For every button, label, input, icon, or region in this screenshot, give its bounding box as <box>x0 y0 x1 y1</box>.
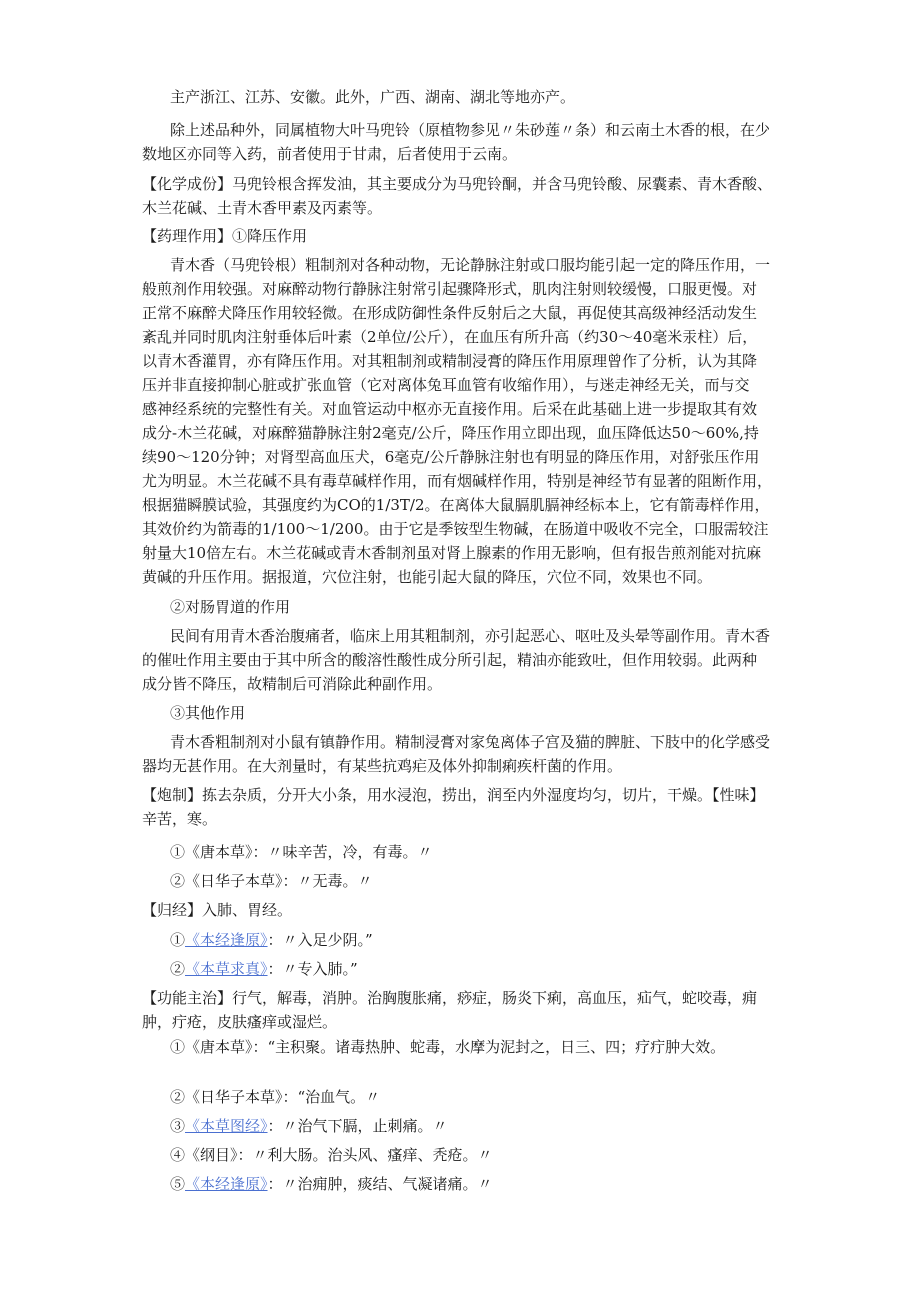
line-text: 般煎剂作用较强。对麻醉动物行静脉注射常引起骤降形式，肌肉注射则较缓慢，口服更慢。对 <box>142 280 758 298</box>
text-line <box>0 898 920 922</box>
line-text: 【功能主治】行气，解毒，消肿。治胸腹胀痛，痧症，肠炎下痢，高血压，疝气，蛇咬毒，痈 <box>142 989 758 1007</box>
line-text: 根据猫瞬膜试验，其强度约为CO的1/3T/2。在离体大鼠膈肌膈神经标本上，它有箭毒样作用， <box>142 496 770 514</box>
book-title-link[interactable]: 《本经逢原》 <box>185 931 268 949</box>
line-text: 射量大10倍左右。木兰花碱或青木香制剂虽对肾上腺素的作用无影响，但有报告煎剂能对抗麻 <box>142 544 762 562</box>
line-text: ②《日华子本草》：〃无毒。〃 <box>170 872 373 890</box>
text-line <box>0 118 920 142</box>
text-line <box>0 397 920 421</box>
text-line <box>0 869 920 893</box>
line-text: 【化学成份】马兜铃根含挥发油，其主要成分为马兜铃酮，并含马兜铃酸、尿囊素、青木香酸、 <box>142 175 773 193</box>
line-text: 尤为明显。木兰花碱不具有毒草碱样作用，而有烟碱样作用，特别是神经节有显著的阻断作用， <box>142 472 773 490</box>
text-line <box>0 541 920 565</box>
line-text: 紊乱并同时肌肉注射垂体后叶素（2单位/公斤），在血压有所升高（约30～40毫米汞柱）后， <box>142 328 758 346</box>
line-text: 正常不麻醉犬降压作用较轻微。在形成防御性条件反射后之大鼠，再促使其高级神经活动发生 <box>142 304 758 322</box>
line-text: ⑤ <box>170 1175 186 1193</box>
text-line <box>0 301 920 325</box>
text-line <box>0 253 920 277</box>
text-line <box>0 565 920 589</box>
text-line <box>0 807 920 831</box>
text-line <box>0 172 920 196</box>
line-text: ③ <box>170 1117 186 1135</box>
line-text: 压并非直接抑制心脏或扩张血管（它对离体兔耳血管有收缩作用），与迷走神经无关，而与交 <box>142 376 750 394</box>
text-line <box>0 517 920 541</box>
text-line <box>0 624 920 648</box>
text-line <box>0 469 920 493</box>
line-text: 【药理作用】①降压作用 <box>142 227 308 245</box>
text-line <box>0 85 920 109</box>
text-line <box>0 783 920 807</box>
line-text: 成分-木兰花碱，对麻醉猫静脉注射2毫克/公斤，降压作用立即出现，血压降低达50～60%,持 <box>142 424 759 442</box>
line-text: 感神经系统的完整性有关。对血管运动中枢亦无直接作用。后采在此基础上进一步提取其有效 <box>142 400 758 418</box>
text-line <box>0 1143 920 1167</box>
line-text: 青木香（马兜铃根）粗制剂对各种动物，无论静脉注射或口服均能引起一定的降压作用，一 <box>170 256 771 274</box>
line-text-continued: ：〃治痈肿，痰结、气凝诸痛。〃 <box>267 1175 493 1193</box>
text-line <box>0 224 920 248</box>
book-title-link[interactable]: 《本草图经》 <box>185 1117 268 1135</box>
line-text: ① <box>170 931 186 949</box>
text-line <box>0 1172 920 1196</box>
line-text: ①《唐本草》：“主积聚。诸毒热肿、蛇毒，水摩为泥封之，日三、四；疗疔肿大效。 <box>170 1038 726 1056</box>
line-text: 黄碱的升压作用。据报道，穴位注射，也能引起大鼠的降压，穴位不同，效果也不同。 <box>142 568 713 586</box>
line-text: 木兰花碱、土青木香甲素及丙素等。 <box>142 199 383 217</box>
line-text: 【归经】入肺、胃经。 <box>142 901 293 919</box>
line-text: 的催吐作用主要由于其中所含的酸溶性酸性成分所引起，精油亦能致吐，但作用较弱。此两种 <box>142 651 758 669</box>
text-line <box>0 445 920 469</box>
text-line <box>0 595 920 619</box>
text-line <box>0 701 920 725</box>
text-line <box>0 986 920 1010</box>
text-line <box>0 928 920 952</box>
line-text: 其效价约为箭毒的1/100～1/200。由于它是季铵型生物碱，在肠道中吸收不完全，口服需较注 <box>142 520 769 538</box>
text-line <box>0 196 920 220</box>
line-text-continued: ：〃治气下膈，止刺痛。〃 <box>267 1117 448 1135</box>
text-line <box>0 277 920 301</box>
text-line <box>0 648 920 672</box>
line-text: ②《日华子本草》：“治血气。〃 <box>170 1088 381 1106</box>
text-line <box>0 349 920 373</box>
line-text: 续90～120分钟；对肾型高血压犬，6毫克/公斤静脉注射也有明显的降压作用，对舒张压作用 <box>142 448 760 466</box>
text-line <box>0 1010 920 1034</box>
line-text: 青木香粗制剂对小鼠有镇静作用。精制浸膏对家兔离体子宫及猫的脾脏、下肢中的化学感受 <box>170 733 771 751</box>
line-text: ④《纲目》：〃利大肠。治头风、瘙痒、秃疮。〃 <box>170 1146 493 1164</box>
line-text: ③其他作用 <box>170 704 246 722</box>
line-text: 主产浙江、江苏、安徽。此外，广西、湖南、湖北等地亦产。 <box>170 88 576 106</box>
line-text-continued: ：〃专入肺。” <box>267 960 358 978</box>
text-line <box>0 1085 920 1109</box>
line-text: 民间有用青木香治腹痛者，临床上用其粗制剂，亦引起恶心、呕吐及头晕等副作用。青木香 <box>170 627 771 645</box>
line-text: 辛苦，寒。 <box>142 810 218 828</box>
text-line <box>0 672 920 696</box>
book-title-link[interactable]: 《本草求真》 <box>185 960 268 978</box>
book-title-link[interactable]: 《本经逢原》 <box>185 1175 268 1193</box>
line-text: 器均无甚作用。在大剂量时，有某些抗鸡疟及体外抑制痢疾杆菌的作用。 <box>142 757 623 775</box>
line-text-continued: ：〃入足少阴。” <box>267 931 373 949</box>
line-text: 以青木香灌胃，亦有降压作用。对其粗制剂或精制浸膏的降压作用原理曾作了分析，认为其降 <box>142 352 758 370</box>
text-line <box>0 142 920 166</box>
line-text: ①《唐本草》：〃味辛苦，冷，有毒。〃 <box>170 843 433 861</box>
line-text: ②对肠胃道的作用 <box>170 598 291 616</box>
text-line <box>0 421 920 445</box>
line-text: ② <box>170 960 186 978</box>
text-line <box>0 1035 920 1059</box>
line-text: 成分皆不降压，故精制后可消除此种副作用。 <box>142 675 443 693</box>
line-text: 数地区亦同等入药，前者使用于甘肃，后者使用于云南。 <box>142 145 518 163</box>
text-line <box>0 754 920 778</box>
text-line <box>0 373 920 397</box>
text-line <box>0 1114 920 1138</box>
text-line <box>0 957 920 981</box>
line-text: 肿，疔疮，皮肤瘙痒或湿烂。 <box>142 1013 338 1031</box>
text-line <box>0 730 920 754</box>
line-text: 除上述品种外，同属植物大叶马兜铃（原植物参见〃朱砂莲〃条）和云南土木香的根，在少 <box>170 121 771 139</box>
line-text: 【炮制】拣去杂质，分开大小条，用水浸泡，捞出，润至内外湿度均匀，切片，干燥。【性味】 <box>142 786 765 804</box>
text-line <box>0 840 920 864</box>
text-line <box>0 493 920 517</box>
text-line <box>0 325 920 349</box>
